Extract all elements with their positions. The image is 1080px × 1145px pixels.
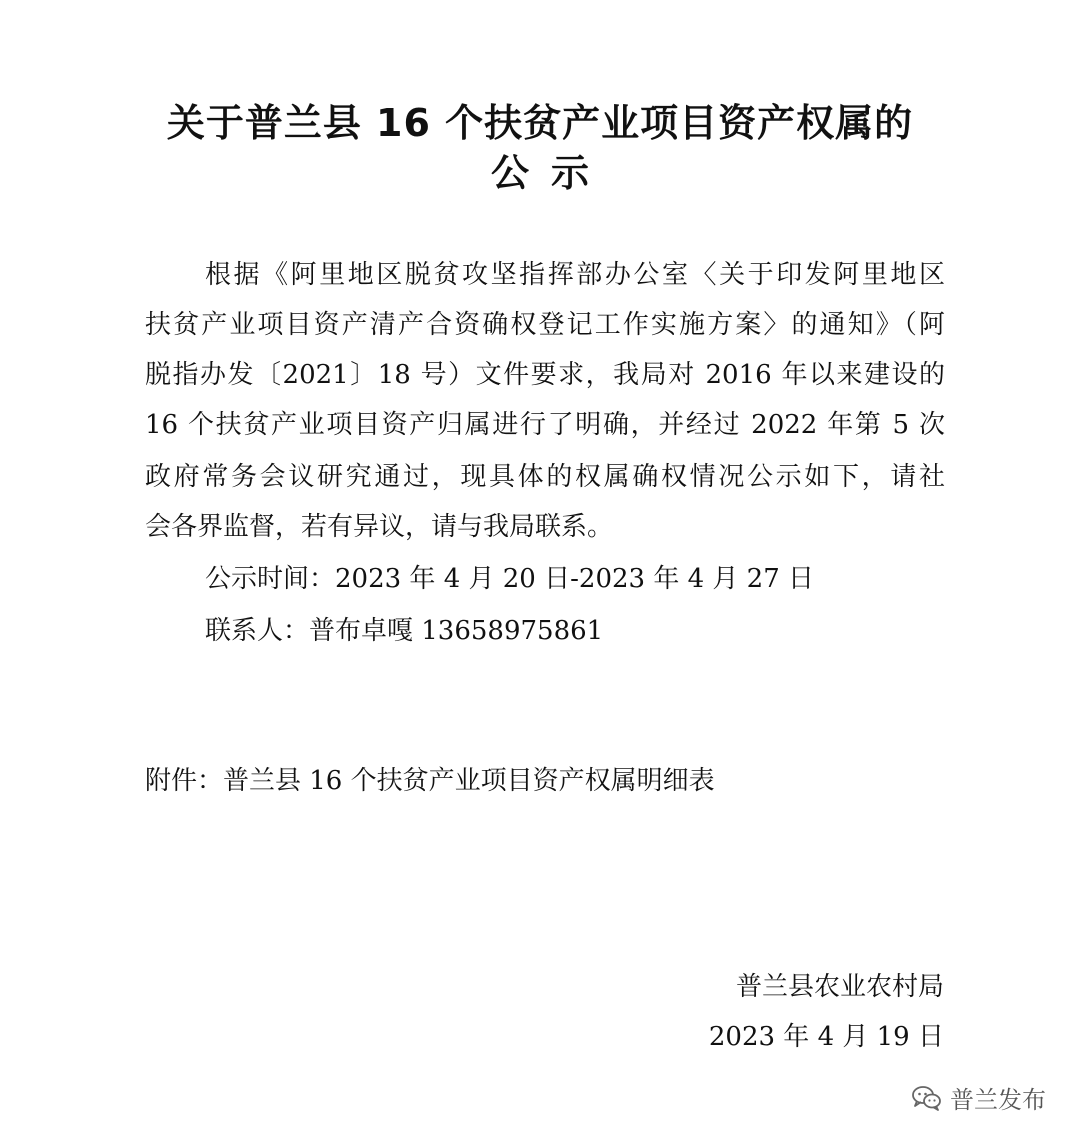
wechat-watermark [912, 1080, 1046, 1115]
signature-date: 2023 年 4 月 19 日 [708, 1022, 944, 1052]
paragraph-line: 16 个扶贫产业项目资产归属进行了明确，并经过 2022 年第 5 次 [145, 410, 945, 440]
signature-organization: 普兰县农业农村局 [735, 972, 944, 1002]
contact-person: 联系人：普布卓嘎 13658975861 [205, 616, 604, 646]
watermark-text: 普兰发布 [950, 1086, 1046, 1114]
publicity-period: 公示时间：2023 年 4 月 20 日-2023 年 4 月 27 日 [205, 564, 815, 594]
attachment-note: 附件：普兰县 16 个扶贫产业项目资产权属明细表 [145, 766, 715, 796]
document-title: 关于普兰县 16 个扶贫产业项目资产权属的 [166, 101, 914, 145]
wechat-icon [912, 1085, 942, 1111]
paragraph-line: 会各界监督，若有异议，请与我局联系。 [145, 512, 614, 542]
document-title-subline: 公示 [490, 151, 611, 195]
paragraph-line: 扶贫产业项目资产清产合资确权登记工作实施方案〉的通知》（阿 [145, 310, 945, 340]
paragraph-line: 根据《阿里地区脱贫攻坚指挥部办公室〈关于印发阿里地区 [205, 260, 945, 290]
paragraph-line: 脱指办发〔2021〕18 号）文件要求，我局对 2016 年以来建设的 [145, 360, 945, 390]
paragraph-line: 政府常务会议研究通过，现具体的权属确权情况公示如下，请社 [145, 462, 945, 492]
